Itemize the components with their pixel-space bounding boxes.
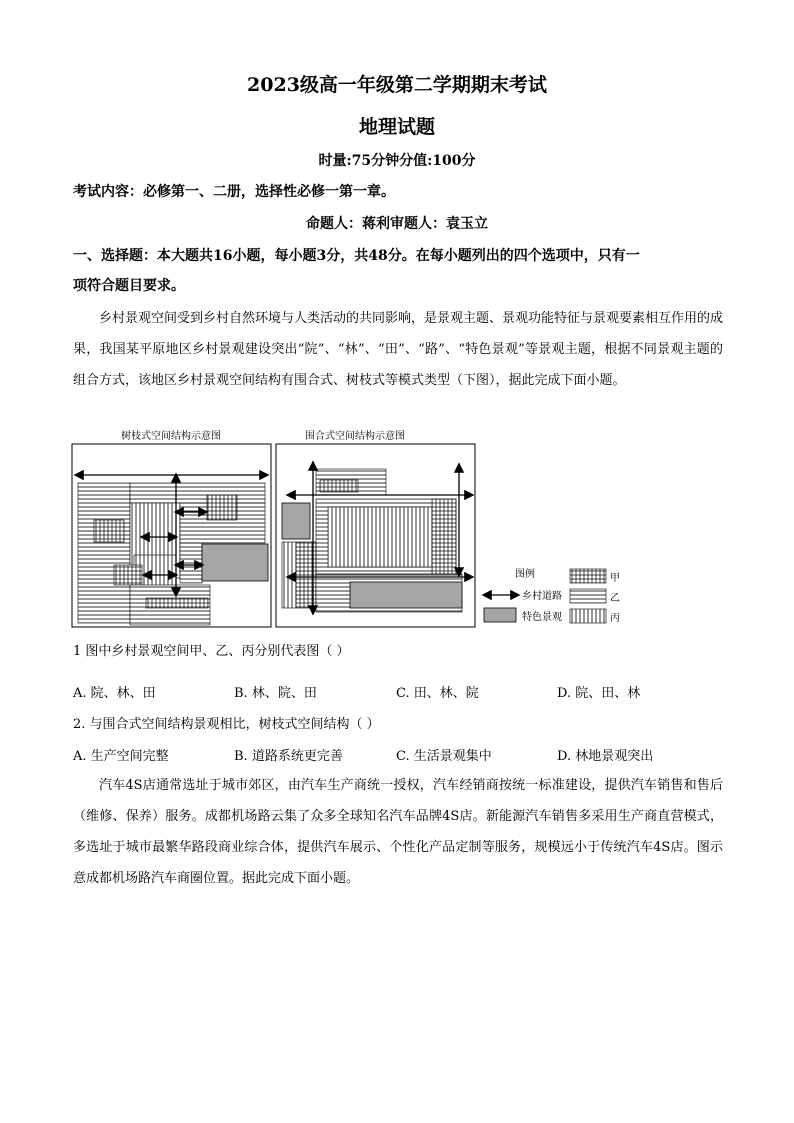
left-jia-block-2 <box>207 495 237 520</box>
question-1-option-b[interactable]: B. 林、院、田 <box>234 686 317 701</box>
subject-title: 地理试题 <box>358 116 435 138</box>
section-heading-line1: 一、选择题：本大题共16小题，每小题3分，共48分。在每小题列出的四个选项中，只有一 <box>73 248 640 264</box>
question-1-option-a[interactable]: A. 院、林、田 <box>73 686 156 701</box>
question-2-option-b[interactable]: B. 道路系统更完善 <box>234 749 343 764</box>
legend-jia-label: 甲 <box>610 573 620 584</box>
question-1-option-c[interactable]: C. 田、林、院 <box>396 686 479 701</box>
left-yi-block-main <box>78 483 130 623</box>
legend-title: 图例 <box>515 569 535 580</box>
passage-1 <box>73 303 723 396</box>
question-1-option-d[interactable]: D. 院、田、林 <box>557 686 641 701</box>
legend-bing-swatch <box>570 609 606 623</box>
authors: 命题人：蒋利审题人：袁玉立 <box>306 216 488 232</box>
right-bing-block-left <box>282 542 296 608</box>
legend-jia-swatch <box>570 569 606 583</box>
right-feature-landscape-bottom <box>350 582 462 608</box>
question-1-stem: 1 图中乡村景观空间甲、乙、丙分别代表图（ ） <box>73 644 350 659</box>
question-2-stem: 2. 与围合式空间结构景观相比，树枝式空间结构（ ） <box>73 717 380 732</box>
question-2-option-d[interactable]: D. 林地景观突出 <box>557 749 654 764</box>
time-score: 时量:75分钟分值:100分 <box>318 153 476 169</box>
left-jia-block-3 <box>114 565 142 585</box>
legend-bing-label: 丙 <box>610 613 620 624</box>
left-feature-landscape <box>202 544 268 581</box>
right-jia-block-top <box>320 480 358 492</box>
question-2-option-c[interactable]: C. 生活景观集中 <box>396 749 492 764</box>
exam-title: 2023级高一年级第二学期期末考试 <box>247 74 547 96</box>
legend-feature-label: 特色景观 <box>522 612 562 623</box>
exam-content: 考试内容：必修第一、二册，选择性必修一第一章。 <box>73 184 395 200</box>
left-jia-block-4 <box>146 598 208 608</box>
passage-2-text: 汽车4S店通常选址于城市郊区，由汽车生产商统一授权，汽车经销商按统一标准建设，提供汽车销售和售后（维修、保养）服务。成都机场路云集了众多全球知名汽车品牌4S店。新能源汽车销售多采用生产商直营模式，多选址于城市最繁华路段商业综合体，提供汽车展示、个性化产品定制等服务，规模远小于传统汽车4S店。图示意成都机场路汽车商圈位置。据此完成下面小题。 <box>73 778 723 886</box>
left-diagram-title: 树枝式空间结构示意图 <box>121 431 221 442</box>
left-yi-block-lower <box>180 543 202 583</box>
question-2-option-a[interactable]: A. 生产空间完整 <box>73 749 169 764</box>
right-bing-block-center <box>328 507 432 567</box>
legend-feature-swatch <box>484 608 516 622</box>
left-jia-block-1 <box>94 520 124 542</box>
right-diagram-title: 围合式空间结构示意图 <box>305 431 405 442</box>
legend-yi-label: 乙 <box>610 593 620 604</box>
passage-2 <box>73 770 723 894</box>
landscape-structure-figure <box>70 425 650 630</box>
legend-road-label: 乡村道路 <box>522 591 562 602</box>
left-yi-block-top <box>130 483 265 503</box>
right-feature-landscape-left <box>282 503 310 539</box>
section-heading-line2: 项符合题目要求。 <box>73 278 185 294</box>
passage-1-text: 乡村景观空间受到乡村自然环境与人类活动的共同影响，是景观主题、景观功能特征与景观要素相互作用的成果，我国某平原地区乡村景观建设突出“院”、“林”、“田”、“路”、“特色景观”等景观主题，根据不同景观主题的组合方式，该地区乡村景观空间结构有围合式、树枝式等模式类型（下图），据此完成下面小题。 <box>73 311 724 388</box>
right-jia-block-center <box>432 499 456 574</box>
legend-yi-swatch <box>570 589 606 603</box>
